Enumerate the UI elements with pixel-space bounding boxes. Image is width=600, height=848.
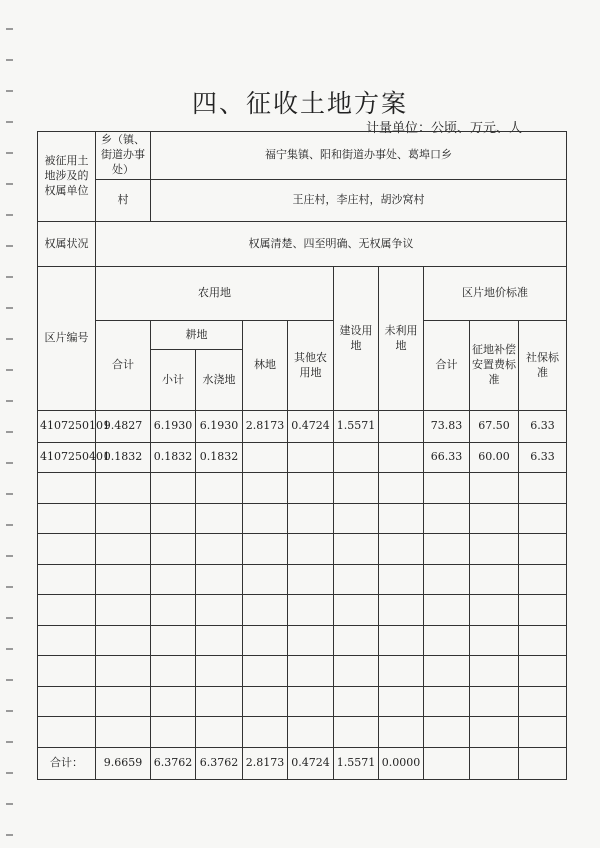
empty-cell: [424, 656, 470, 687]
binding-mark: [6, 803, 13, 805]
binding-mark: [6, 462, 13, 464]
empty-cell: [379, 656, 424, 687]
empty-table-row: [38, 503, 567, 534]
empty-cell: [379, 717, 424, 748]
village-value: 王庄村，李庄村，胡沙窝村: [151, 180, 567, 222]
empty-cell: [424, 686, 470, 717]
binding-mark: [6, 152, 13, 154]
empty-cell: [196, 625, 243, 656]
empty-cell: [96, 625, 151, 656]
farm-total: 0.1832: [96, 443, 151, 473]
empty-cell: [519, 564, 567, 595]
zone-price-header: 区片地价标准: [424, 267, 567, 321]
empty-table-row: [38, 656, 567, 687]
total-farm: 9.6659: [96, 747, 151, 779]
empty-cell: [470, 625, 519, 656]
binding-mark: [6, 400, 13, 402]
binding-hole-marks: [0, 0, 26, 848]
empty-cell: [243, 686, 288, 717]
empty-cell: [470, 717, 519, 748]
binding-mark: [6, 617, 13, 619]
cultivated-header: 耕地: [151, 321, 243, 350]
township-value: 福宁集镇、阳和街道办事处、葛埠口乡: [151, 132, 567, 180]
empty-cell: [196, 717, 243, 748]
empty-cell: [288, 595, 334, 626]
empty-cell: [151, 717, 196, 748]
empty-cell: [151, 534, 196, 565]
binding-mark: [6, 524, 13, 526]
totals-row: [38, 747, 567, 779]
empty-cell: [288, 656, 334, 687]
unused-header: 未利用地: [379, 267, 424, 411]
empty-cell: [379, 473, 424, 504]
forest: 2.8173: [243, 411, 288, 443]
empty-cell: [151, 656, 196, 687]
empty-cell: [196, 686, 243, 717]
table-row: [38, 443, 567, 473]
empty-cell: [379, 625, 424, 656]
empty-cell: [470, 686, 519, 717]
empty-cell: [519, 656, 567, 687]
unused: [379, 411, 424, 443]
empty-cell: [243, 473, 288, 504]
ownership-label: 权属状况: [38, 222, 96, 267]
empty-cell: [96, 473, 151, 504]
owner-unit-label: 被征用土地涉及的权属单位: [38, 132, 96, 222]
empty-cell: [96, 534, 151, 565]
cultivated-sub-header: 小计: [151, 350, 196, 411]
empty-cell: [334, 686, 379, 717]
binding-mark: [6, 121, 13, 123]
empty-cell: [470, 595, 519, 626]
empty-cell: [151, 595, 196, 626]
total-price-empty: [424, 747, 470, 779]
total-irrigated: 6.3762: [196, 747, 243, 779]
other-farm-header: 其他农用地: [288, 321, 334, 411]
compensation: 60.00: [470, 443, 519, 473]
empty-cell: [519, 625, 567, 656]
empty-cell: [38, 656, 96, 687]
land-acquisition-table: [37, 131, 567, 780]
empty-cell: [38, 473, 96, 504]
empty-cell: [519, 595, 567, 626]
empty-cell: [470, 503, 519, 534]
empty-cell: [243, 503, 288, 534]
binding-mark: [6, 772, 13, 774]
empty-cell: [519, 473, 567, 504]
social-security-header: 社保标准: [519, 321, 567, 411]
empty-cell: [519, 686, 567, 717]
empty-cell: [470, 656, 519, 687]
empty-cell: [96, 564, 151, 595]
empty-cell: [196, 564, 243, 595]
empty-cell: [288, 686, 334, 717]
empty-rows: [38, 473, 567, 748]
empty-cell: [38, 625, 96, 656]
empty-table-row: [38, 564, 567, 595]
binding-mark: [6, 214, 13, 216]
binding-mark: [6, 710, 13, 712]
binding-mark: [6, 59, 13, 61]
empty-table-row: [38, 473, 567, 504]
zone-code: 4107250101: [38, 411, 96, 443]
farmland-header: 农用地: [96, 267, 334, 321]
empty-table-row: [38, 595, 567, 626]
total-social-empty: [519, 747, 567, 779]
village-label: 村: [96, 180, 151, 222]
empty-cell: [334, 595, 379, 626]
empty-table-row: [38, 717, 567, 748]
empty-cell: [38, 534, 96, 565]
empty-cell: [379, 686, 424, 717]
unused: [379, 443, 424, 473]
empty-cell: [38, 595, 96, 626]
table-row: [38, 411, 567, 443]
binding-mark: [6, 555, 13, 557]
compensation: 67.50: [470, 411, 519, 443]
total-construction: 1.5571: [334, 747, 379, 779]
empty-cell: [288, 564, 334, 595]
empty-cell: [243, 534, 288, 565]
price-total: 66.33: [424, 443, 470, 473]
total-forest: 2.8173: [243, 747, 288, 779]
empty-cell: [288, 503, 334, 534]
empty-cell: [38, 686, 96, 717]
social-security: 6.33: [519, 411, 567, 443]
social-security: 6.33: [519, 443, 567, 473]
zone-code: 4107250401: [38, 443, 96, 473]
empty-cell: [379, 595, 424, 626]
page-title: 四、征收土地方案: [191, 89, 408, 118]
farm-total: 9.4827: [96, 411, 151, 443]
total-other-farm: 0.4724: [288, 747, 334, 779]
empty-cell: [196, 656, 243, 687]
empty-cell: [424, 595, 470, 626]
empty-cell: [379, 503, 424, 534]
empty-cell: [424, 625, 470, 656]
empty-cell: [38, 503, 96, 534]
empty-cell: [288, 473, 334, 504]
empty-table-row: [38, 534, 567, 565]
price-total-header: 合计: [424, 321, 470, 411]
empty-cell: [96, 717, 151, 748]
ownership-value: 权属清楚、四至明确、无权属争议: [96, 222, 567, 267]
binding-mark: [6, 493, 13, 495]
empty-table-row: [38, 686, 567, 717]
compensation-header: 征地补偿安置费标准: [470, 321, 519, 411]
total-compensation-empty: [470, 747, 519, 779]
binding-mark: [6, 648, 13, 650]
empty-cell: [519, 534, 567, 565]
empty-cell: [334, 625, 379, 656]
empty-cell: [243, 656, 288, 687]
construction-header: 建设用地: [334, 267, 379, 411]
binding-mark: [6, 369, 13, 371]
other-farm: 0.4724: [288, 411, 334, 443]
binding-mark: [6, 338, 13, 340]
construction: [334, 443, 379, 473]
township-label: 乡（镇、街道办事处）: [96, 132, 151, 180]
empty-cell: [424, 503, 470, 534]
zone-code-header: 区片编号: [38, 267, 96, 411]
cultivated-sub: 0.1832: [151, 443, 196, 473]
empty-cell: [334, 564, 379, 595]
empty-cell: [151, 686, 196, 717]
empty-cell: [470, 564, 519, 595]
binding-mark: [6, 431, 13, 433]
empty-cell: [196, 473, 243, 504]
empty-cell: [151, 473, 196, 504]
empty-cell: [379, 534, 424, 565]
binding-mark: [6, 586, 13, 588]
farm-total-header: 合计: [96, 321, 151, 411]
empty-cell: [96, 503, 151, 534]
empty-cell: [151, 503, 196, 534]
empty-cell: [424, 534, 470, 565]
empty-cell: [243, 717, 288, 748]
binding-mark: [6, 276, 13, 278]
binding-mark: [6, 679, 13, 681]
empty-cell: [243, 625, 288, 656]
empty-cell: [379, 564, 424, 595]
binding-mark: [6, 245, 13, 247]
construction: 1.5571: [334, 411, 379, 443]
empty-cell: [151, 564, 196, 595]
binding-mark: [6, 183, 13, 185]
irrigated: 6.1930: [196, 411, 243, 443]
empty-cell: [38, 564, 96, 595]
empty-cell: [196, 595, 243, 626]
price-total: 73.83: [424, 411, 470, 443]
empty-cell: [288, 534, 334, 565]
empty-cell: [470, 534, 519, 565]
empty-cell: [424, 473, 470, 504]
empty-cell: [96, 686, 151, 717]
irrigated: 0.1832: [196, 443, 243, 473]
empty-cell: [334, 473, 379, 504]
empty-cell: [196, 534, 243, 565]
empty-cell: [196, 503, 243, 534]
other-farm: [288, 443, 334, 473]
binding-mark: [6, 834, 13, 836]
empty-cell: [334, 534, 379, 565]
totals-label: 合计：: [38, 747, 96, 779]
binding-mark: [6, 307, 13, 309]
forest-header: 林地: [243, 321, 288, 411]
empty-cell: [470, 473, 519, 504]
empty-cell: [38, 717, 96, 748]
empty-table-row: [38, 625, 567, 656]
empty-cell: [288, 717, 334, 748]
empty-cell: [519, 503, 567, 534]
empty-cell: [243, 595, 288, 626]
empty-cell: [519, 717, 567, 748]
cultivated-sub: 6.1930: [151, 411, 196, 443]
empty-cell: [96, 656, 151, 687]
binding-mark: [6, 28, 13, 30]
total-cultivated-sub: 6.3762: [151, 747, 196, 779]
empty-cell: [424, 717, 470, 748]
forest: [243, 443, 288, 473]
empty-cell: [334, 717, 379, 748]
empty-cell: [288, 625, 334, 656]
binding-mark: [6, 741, 13, 743]
empty-cell: [424, 564, 470, 595]
empty-cell: [151, 625, 196, 656]
empty-cell: [334, 656, 379, 687]
empty-cell: [96, 595, 151, 626]
irrigated-header: 水浇地: [196, 350, 243, 411]
total-unused: 0.0000: [379, 747, 424, 779]
empty-cell: [334, 503, 379, 534]
empty-cell: [243, 564, 288, 595]
unit-label: 计量单位：公顷、万元、人: [365, 121, 522, 136]
